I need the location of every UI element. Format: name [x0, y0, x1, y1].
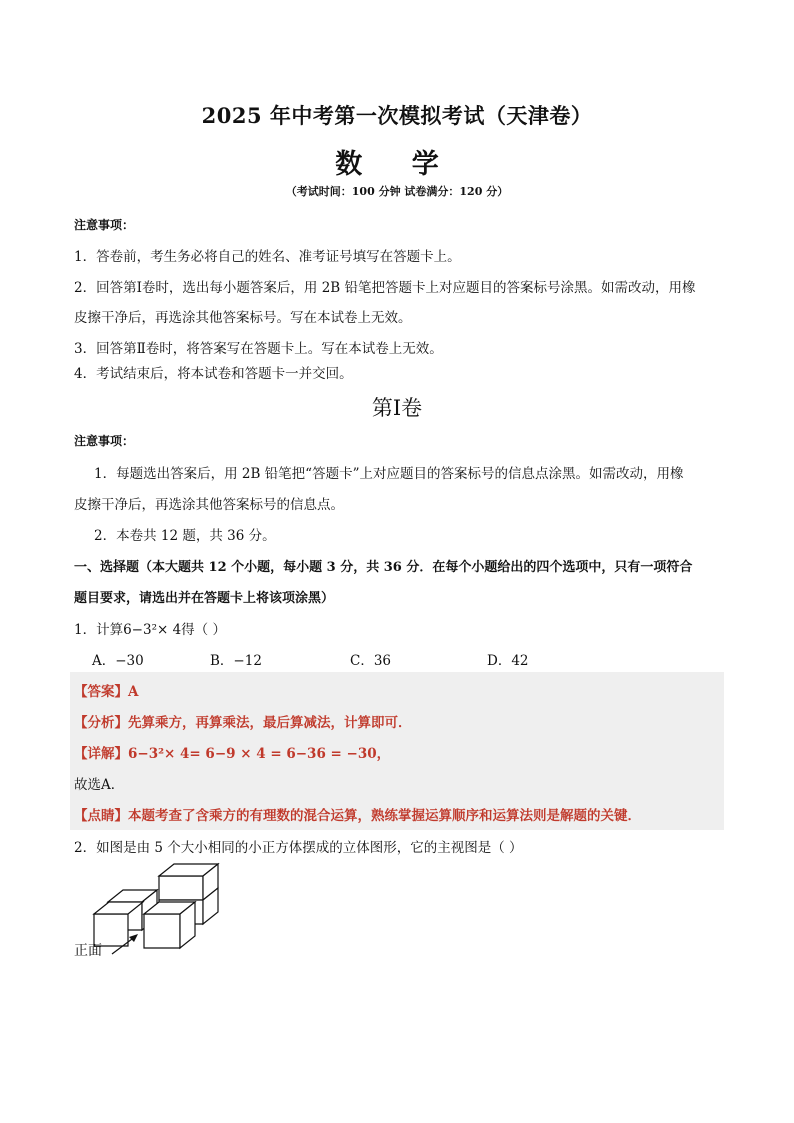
analysis-line [74, 711, 412, 731]
notice-heading: 注意事项： [74, 218, 135, 232]
front-label: 正面 [74, 943, 102, 959]
subject-title: 数 学 [335, 149, 459, 180]
notice-item: 1．答卷前，考生务必将自己的姓名、准考证号填写在答题卡上。 [74, 249, 461, 265]
volume-title: 第Ⅰ卷 [371, 396, 423, 420]
detail-line [74, 742, 390, 762]
notice-item: 1．每题选出答案后，用 2B 铅笔把“答题卡”上对应题目的答案标号的信息点涂黑。如需改动，用橡 [94, 466, 684, 482]
notice-item: 皮擦干净后，再选涂其他答案标号。写在本试卷上无效。 [74, 310, 412, 326]
option-a: A．−30 [92, 653, 144, 669]
option-c: C．36 [350, 653, 392, 669]
cube-figure [70, 862, 220, 966]
question-1-stem: 1．计算6−3²× 4得（ ） [74, 622, 226, 638]
notice-item: 2．本卷共 12 题，共 36 分。 [94, 528, 276, 544]
detail-text: 6−3²× 4= 6−9 × 4 = 6−36 = −30， [128, 746, 391, 762]
comment-text: 本题考查了含乘方的有理数的混合运算，熟练掌握运算顺序和运算法则是解题的关键． [128, 808, 641, 824]
comment-tag: 【点睛】 [74, 808, 128, 824]
question-2-stem: 2．如图是由 5 个大小相同的小正方体摆成的立体图形，它的主视图是（ ） [74, 840, 523, 856]
conclusion-line: 故选A． [74, 777, 125, 793]
notice-item: 4．考试结束后，将本试卷和答题卡一并交回。 [74, 366, 353, 382]
notice-item: 3．回答第Ⅱ卷时，将答案写在答题卡上。写在本试卷上无效。 [74, 341, 443, 357]
option-d: D．42 [487, 653, 529, 669]
analysis-tag: 【分析】 [74, 715, 128, 731]
section-heading: 题目要求，请选出并在答题卡上将该项涂黑） [74, 591, 335, 606]
time-info: （考试时间：100 分钟 试卷满分：120 分） [285, 185, 509, 198]
analysis-text: 先算乘方，再算乘法，最后算减法，计算即可． [128, 715, 412, 731]
answer-tag: 【答案】 [74, 684, 128, 700]
detail-tag: 【详解】 [74, 746, 128, 762]
exam-title: 2025 年中考第一次模拟考试（天津卷） [201, 103, 593, 128]
notice-item: 2．回答第Ⅰ卷时，选出每小题答案后，用 2B 铅笔把答题卡上对应题目的答案标号涂黑。如需改动，用橡 [74, 280, 696, 296]
comment-line [74, 804, 641, 824]
section-heading: 一、选择题（本大题共 12 个小题，每小题 3 分，共 36 分．在每个小题给出的四个选项中，只有一项符合 [74, 560, 693, 575]
answer-value: A [128, 684, 139, 700]
answer-line [74, 680, 138, 700]
notice-heading: 注意事项： [74, 434, 135, 448]
option-b: B．−12 [210, 653, 262, 669]
notice-item: 皮擦干净后，再选涂其他答案标号的信息点。 [74, 497, 344, 513]
